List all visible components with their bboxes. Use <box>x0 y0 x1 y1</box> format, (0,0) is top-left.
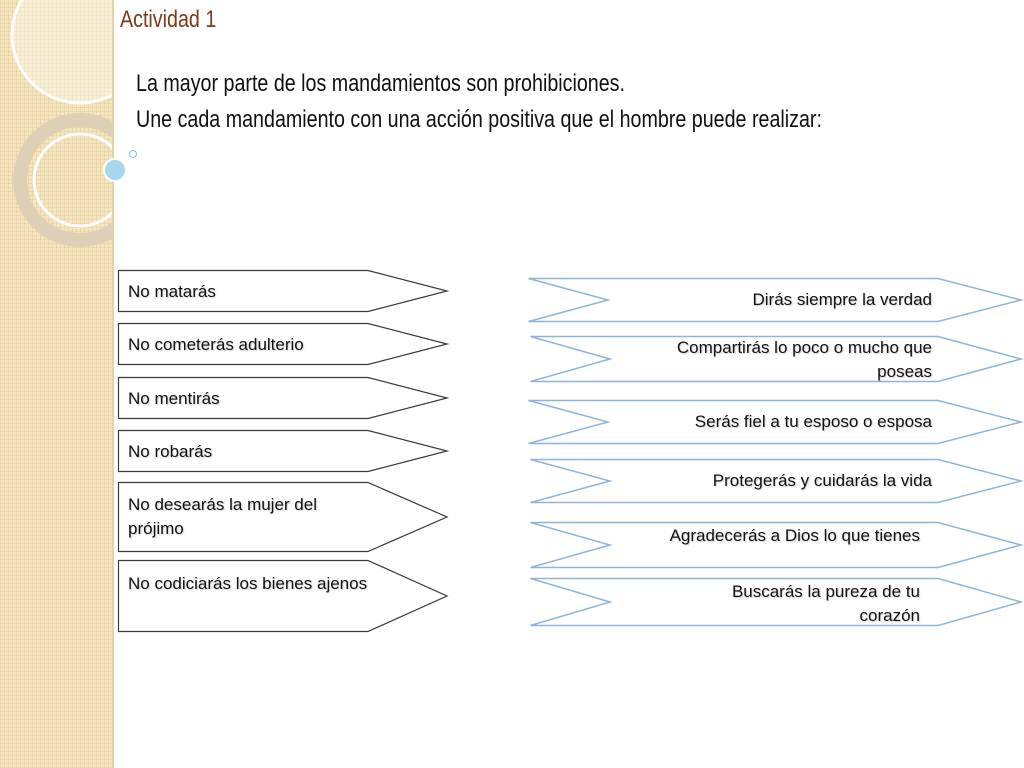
sidebar-circles-decoration <box>0 0 112 768</box>
action-label: Dirás siempre la verdad <box>752 290 932 309</box>
instruction-line-1: La mayor parte de los mandamientos son prohibiciones. <box>136 70 626 97</box>
instruction-line-2: Une cada mandamiento con una acción positiva que el hombre puede realizar: <box>136 106 822 133</box>
action-box-6[interactable] <box>530 578 1022 626</box>
commandment-box-3[interactable] <box>118 377 448 419</box>
commandment-label: No matarás <box>128 282 216 301</box>
commandment-label: No cometerás adulterio <box>128 335 304 354</box>
commandment-box-2[interactable] <box>118 323 448 365</box>
action-box-2[interactable] <box>530 336 1022 382</box>
decorative-sidebar <box>0 0 114 768</box>
commandment-label: No robarás <box>128 442 213 461</box>
commandment-label: No codiciarás los bienes ajenos <box>128 574 368 593</box>
action-label: Serás fiel a tu esposo o esposa <box>694 412 932 431</box>
action-label: Compartirás lo poco o mucho que poseas <box>676 338 932 381</box>
action-box-1[interactable] <box>528 278 1022 322</box>
commandment-label: No mentirás <box>128 389 220 408</box>
commandment-box-6[interactable] <box>118 560 448 632</box>
action-label: Agradecerás a Dios lo que tienes <box>669 526 920 545</box>
action-box-5[interactable] <box>530 522 1022 568</box>
action-label: Protegerás y cuidarás la vida <box>712 471 932 490</box>
commandment-box-4[interactable] <box>118 430 448 472</box>
commandment-label: No desearás la mujer del prójimo <box>128 495 317 538</box>
commandment-box-1[interactable] <box>118 270 448 312</box>
action-box-3[interactable] <box>528 400 1022 444</box>
action-box-4[interactable] <box>530 459 1022 503</box>
action-label: Buscarás la pureza de tu corazón <box>731 582 920 625</box>
commandment-box-5[interactable] <box>118 482 448 552</box>
slide-title: Actividad 1 <box>120 6 217 33</box>
